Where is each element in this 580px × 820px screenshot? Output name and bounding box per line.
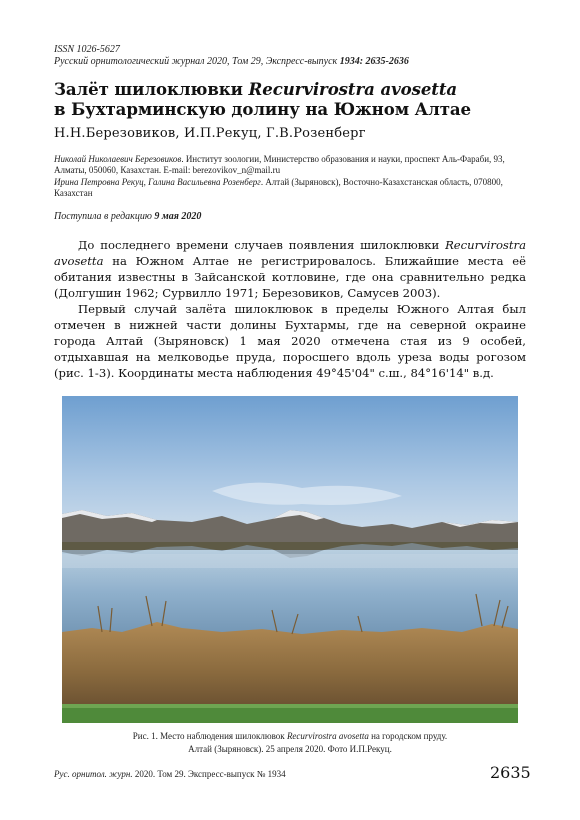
received-date — [54, 211, 201, 222]
paragraph-1-species: Recurvirostra avosetta — [54, 238, 526, 268]
title-line2: в Бухтарминскую долину на Южном Алтае — [54, 99, 471, 119]
reeds-bank — [62, 622, 518, 706]
article-body — [54, 237, 526, 381]
paragraph-1-text-a: До последнего времени случаев появления шилоклювки — [78, 238, 446, 252]
paragraph-2: Первый случай залёта шилоклювок в пределы Южного Алтая был отмечен в нижней части долины Бухтармы, где на северной окраине города Алтай (Зыряновск) 1 мая 2020 отмечена стая из 9 особей, отдыхавшая на мелководье пруда, поросшего вдоль уреза воды рогозом (рис. 1-3). Координаты места наблюдения 49°45'04" с.ш., 84°16'14" в.д. — [54, 302, 526, 380]
issn: ISSN 1026-5627 — [54, 44, 120, 55]
affiliation-2 — [54, 177, 529, 200]
affiliation-1 — [54, 154, 529, 177]
journal-line: Русский орнитологический журнал 2020, Том 29, Экспресс-выпуск — [54, 56, 340, 67]
journal-citation — [54, 56, 534, 68]
page-number: 2635 — [490, 763, 531, 782]
caption-species: Recurvirostra avosetta — [286, 731, 369, 741]
caption-text-b: на городском пруду. — [368, 731, 448, 741]
affiliation-1-name: Николай Николаевич Березовиков — [54, 154, 182, 164]
journal-header — [54, 44, 534, 68]
reflection-band — [62, 554, 518, 568]
received-date-value: 9 мая 2020 — [154, 211, 202, 222]
landscape-photo — [62, 396, 518, 723]
caption-line1 — [54, 730, 526, 743]
affiliation-1-text: . Институт зоологии, Министерство образования и науки, проспект Аль-Фараби, 93, Алматы, 050060, Казахстан. E-mail: berezovikov_n@mail.ru — [54, 154, 505, 176]
title-text: Залёт шилоклювки — [54, 79, 249, 99]
grass-highlight — [62, 704, 518, 708]
affiliations — [54, 154, 529, 200]
caption-text-a: Рис. 1. Место наблюдения шилоклювок — [132, 731, 287, 741]
figure-caption — [54, 730, 526, 755]
article-title — [54, 79, 534, 119]
issue-pages: : 2635-2636 — [359, 56, 409, 67]
footer-journal-abbrev: Рус. орнитол. журн. — [54, 769, 133, 779]
paragraph-1-text-b: на Южном Алтае не регистрировалось. Ближайшие места её обитания известны в Зайсанской котловине, где она сравнительно редка (Долгушин 1962; Сурвилло 1971; Березовиков, Самусев 2003). — [54, 254, 526, 300]
title-species: Recurvirostra avosetta — [248, 79, 458, 99]
title-line1 — [54, 79, 534, 99]
affiliation-2-text: . Алтай (Зыряновск), Восточно-Казахстанская область, 070800, Казахстан — [54, 176, 503, 199]
issue-number: 1934 — [339, 56, 360, 67]
caption-line2: Алтай (Зыряновск). 25 апреля 2020. Фото И.П.Рекуц. — [188, 743, 392, 754]
affiliation-2-name: Ирина Петровна Рекуц, Галина Васильевна Розенберг — [54, 176, 261, 187]
authors: Н.Н.Березовиков, И.П.Рекуц, Г.В.Розенберг — [54, 126, 366, 141]
received-label: Поступила в редакцию — [54, 211, 155, 222]
footer-citation — [54, 769, 286, 779]
footer-issue: 2020. Том 29. Экспресс-выпуск № 1934 — [132, 769, 286, 779]
paragraph-1 — [54, 237, 526, 301]
